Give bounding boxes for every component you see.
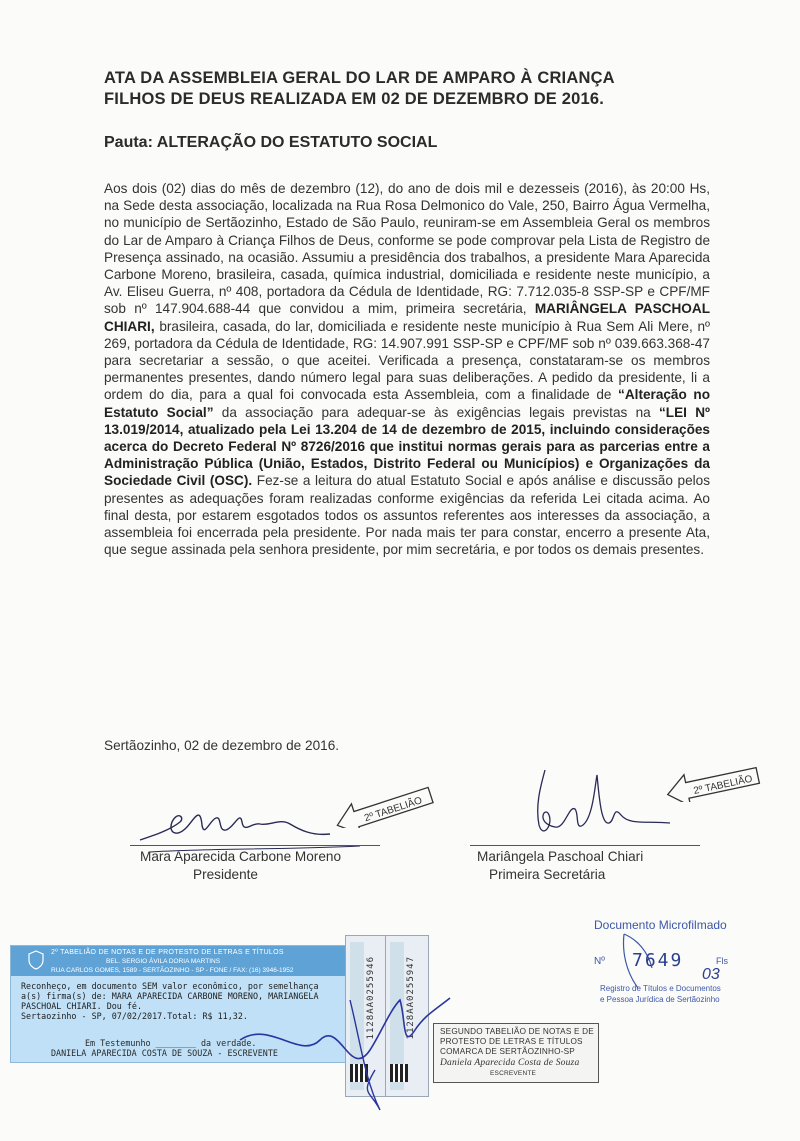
seal-code-1: 1128AA0255946 <box>366 956 376 1040</box>
notary-header-line-2: BEL. SERGIO ÁVILA DORIA MARTINS <box>106 958 221 965</box>
microfilm-fls-label: Fls <box>716 956 728 966</box>
secretary-signature <box>505 765 675 845</box>
president-signature-line <box>130 845 380 846</box>
notary-crest-icon <box>27 950 45 970</box>
body-paragraph-3: da associação para adequar-se às exigências legais previstas na <box>221 404 651 420</box>
clerk-stamp-line-3: COMARCA DE SERTÃOZINHO-SP <box>440 1047 575 1056</box>
notary-line-3: PASCHOAL CHIARI. Dou fé. <box>21 1001 143 1011</box>
president-role: Presidente <box>193 867 258 882</box>
clerk-stamp-line-2: PROTESTO DE LETRAS E TÍTULOS <box>440 1037 583 1046</box>
notary-line-6: DANIELA APARECIDA COSTA DE SOUZA - ESCREVENTE <box>51 1048 278 1058</box>
clerk-stamp-line-1: SEGUNDO TABELIÃO DE NOTAS E DE <box>440 1027 594 1036</box>
clerk-stamp-role: ESCREVENTE <box>490 1070 537 1077</box>
microfilm-registry-line-2: e Pessoa Jurídica de Sertãozinho <box>600 995 720 1004</box>
tabeliao-label-2: 2º TABELIÃO <box>692 773 754 797</box>
microfilm-stamp <box>588 916 748 1026</box>
document-title <box>104 68 724 110</box>
agenda-topic: ALTERAÇÃO DO ESTATUTO SOCIAL <box>156 134 438 151</box>
notary-line-2: a(s) firma(s) de: MARA APARECIDA CARBONE MORENO, MARIANGELA <box>21 991 319 1001</box>
minutes-body <box>104 180 710 558</box>
law-reference-bold: “LEI Nº 13.019/2014, atualizado pela Lei 13.204 de 14 de dezembro de 2015, incluindo considerações acerca do Decreto Federal Nº 8726/2016 que institui normas gerais para as parcerias entre a Administração Pública (União, Estados, Distrito Federal ou Municípios) e Organizações da Sociedade Civil (OSC). <box>104 404 711 489</box>
title-line-2: FILHOS DE DEUS REALIZADA EM 02 DE DEZEMBRO DE 2016. <box>104 90 605 108</box>
microfilm-number: 7649 <box>632 950 684 971</box>
body-paragraph-2: brasileira, casada, do lar, domiciliada e residente neste município à Rua Sem Ali Mere, nº 269, portadora da Cédula de Identidade, RG: 14.907.991 SSP-SP e CPF/MF sob nº 039.663.368-47 para secretariar a sessão, o que aceitei. Verificada a presença, constataram-se os membros permanentes presentes, dando número legal para suas deliberações. A pedido da presidente, li a ordem do dia, para a qual foi convocada esta Assembleia, com a finalidade de <box>104 318 710 403</box>
body-paragraph-4: Fez-se a leitura do atual Estatuto Social e após análise e discussão pelos presentes as adequações foram realizadas conforme exigências da referida Lei citada acima. Ao final desta, por estarem esgotados todos os assuntos referentes aos interesses da associação, a assembleia foi encerrada pela presidente. Por nada mais ter para constar, encerro a presente Ata, que segue assinada pela senhora presidente, por mim secretária, e por todos os demais presentes. <box>104 473 711 558</box>
tabeliao-arrow-stamp-2 <box>662 760 772 802</box>
secretary-name-bold: MARIÂNGELA PASCHOAL CHIARI, <box>104 301 710 334</box>
president-name: Mara Aparecida Carbone Moreno <box>140 849 341 864</box>
microfilm-title: Documento Microfilmado <box>594 918 727 932</box>
notary-signature <box>230 980 460 1120</box>
secretary-signature-line <box>470 845 700 846</box>
secretary-role: Primeira Secretária <box>489 867 606 882</box>
clerk-stamp-name: Daniela Aparecida Costa de Souza <box>440 1058 580 1068</box>
tabeliao-label-1: 2º TABELIÃO <box>363 795 424 825</box>
microfilm-fls-number: 03 <box>702 966 720 983</box>
microfilm-registry-line-1: Registro de Títulos e Documentos <box>600 984 721 993</box>
notary-line-5: Em Testemunho ________ da verdade. <box>85 1038 257 1048</box>
notary-header-line-3: RUA CARLOS GOMES, 1589 - SERTÃOZINHO - SP - FONE / FAX: (16) 3946-1952 <box>51 967 294 974</box>
place-and-date: Sertãozinho, 02 de dezembro de 2016. <box>104 738 340 753</box>
microfilm-number-label: Nº <box>594 956 605 967</box>
notary-header <box>11 946 346 976</box>
agenda-heading <box>104 134 437 152</box>
seal-code-2: 1128AA0255947 <box>406 956 416 1040</box>
tabeliao-arrow-stamp-1 <box>328 786 440 828</box>
agenda-label: Pauta: <box>104 134 153 151</box>
notary-line-1: Reconheço, em documento SEM valor econômico, por semelhança <box>21 981 319 991</box>
secretary-name: Mariângela Paschoal Chiari <box>477 849 644 864</box>
body-paragraph-1: Aos dois (02) dias do mês de dezembro (12), do ano de dois mil e dezesseis (2016), às 20:00 Hs, na Sede desta associação, localizada na Rua Rosa Delmonico do Vale, 250, Bairro Água Vermelha, no município de Sertãozinho, Estado de São Paulo, reuniram-se em Assembleia Geral os membros do Lar de Amparo à Criança Filhos de Deus, conforme se pode comprovar pela Lista de Registro de Presença assinado, na ocasião. Assumiu a presidência dos trabalhos, a presidente Mara Aparecida Carbone Moreno, brasileira, casada, química industrial, domiciliada e residente neste município, a Av. Eliseu Guerra, nº 408, portadora da Cédula de Identidade, RG: 7.712.035-8 SSP-SP e CPF/MF sob nº 147.904.688-44 que convidou a mim, primeira secretária, <box>104 181 710 317</box>
agenda-bold: “Alteração no Estatuto Social” <box>104 387 711 420</box>
title-line-1: ATA DA ASSEMBLEIA GERAL DO LAR DE AMPARO À CRIANÇA <box>104 69 615 87</box>
notary-header-line-1: 2º TABELIÃO DE NOTAS E DE PROTESTO DE LETRAS E TÍTULOS <box>51 949 284 956</box>
notary-line-4: Sertaozinho - SP, 07/02/2017.Total: R$ 11,32. <box>21 1011 248 1021</box>
